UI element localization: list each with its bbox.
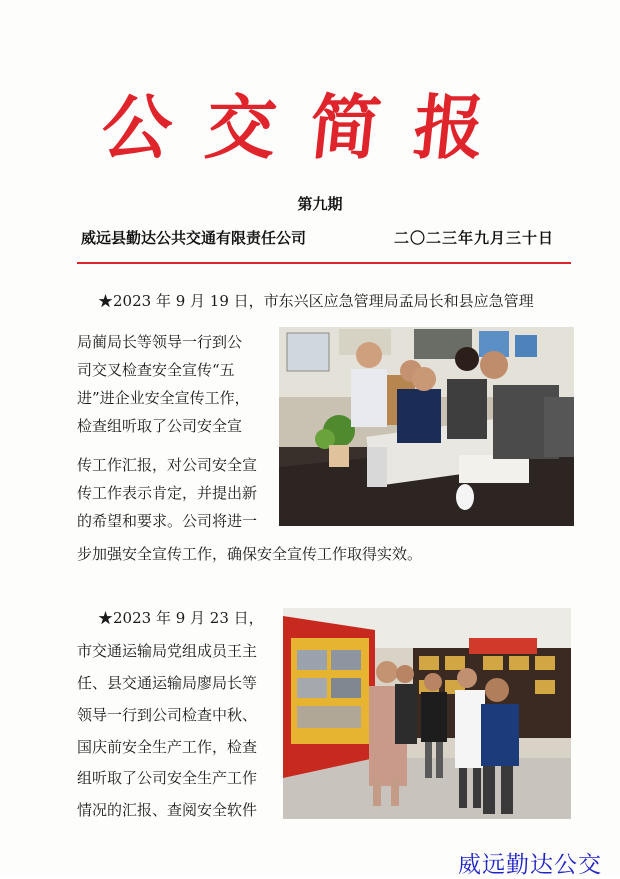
source-watermark: 威远勤达公交	[458, 852, 602, 878]
article1-line: 局蔺局长等领导一行到公	[77, 333, 243, 351]
article1-line: ★2023 年 9 月 19 日，市东兴区应急管理局孟局长和县应急管理	[98, 292, 534, 310]
article2-line: 国庆前安全生产工作，检查	[77, 738, 258, 756]
article1-line: 检查组听取了公司安全宣	[77, 417, 243, 435]
article2-line: 任、县交通运输局廖局长等	[77, 674, 258, 692]
publish-date: 二〇二三年九月三十日	[394, 229, 555, 247]
inspection-meeting-photo	[279, 327, 574, 526]
article1-line: 步加强安全宣传工作，确保安全宣传工作取得实效。	[77, 545, 423, 563]
article1-line: 进”进企业安全宣传工作，	[77, 389, 250, 407]
article2-line: 领导一行到公司检查中秋、	[77, 706, 258, 724]
masthead-title: 公交简报	[97, 86, 523, 169]
article2-line: 组听取了公司安全生产工作	[77, 769, 258, 787]
header-divider	[77, 262, 571, 264]
publisher-name: 威远县勤达公共交通有限责任公司	[81, 229, 307, 247]
article1-line: 的希望和要求。公司将进一	[77, 512, 258, 530]
article2-line: 情况的汇报、查阅安全软件	[77, 801, 258, 819]
article2-line: 市交通运输局党组成员王主	[77, 642, 258, 660]
corridor-inspection-photo	[283, 608, 571, 819]
article1-line: 传工作汇报，对公司安全宣	[77, 456, 258, 474]
article1-line: 司交叉检查安全宣传“五	[77, 361, 235, 379]
article1-line: 传工作表示肯定，并提出新	[77, 484, 258, 502]
issue-number: 第九期	[297, 195, 343, 213]
article2-line: ★2023 年 9 月 23 日，	[98, 609, 264, 627]
